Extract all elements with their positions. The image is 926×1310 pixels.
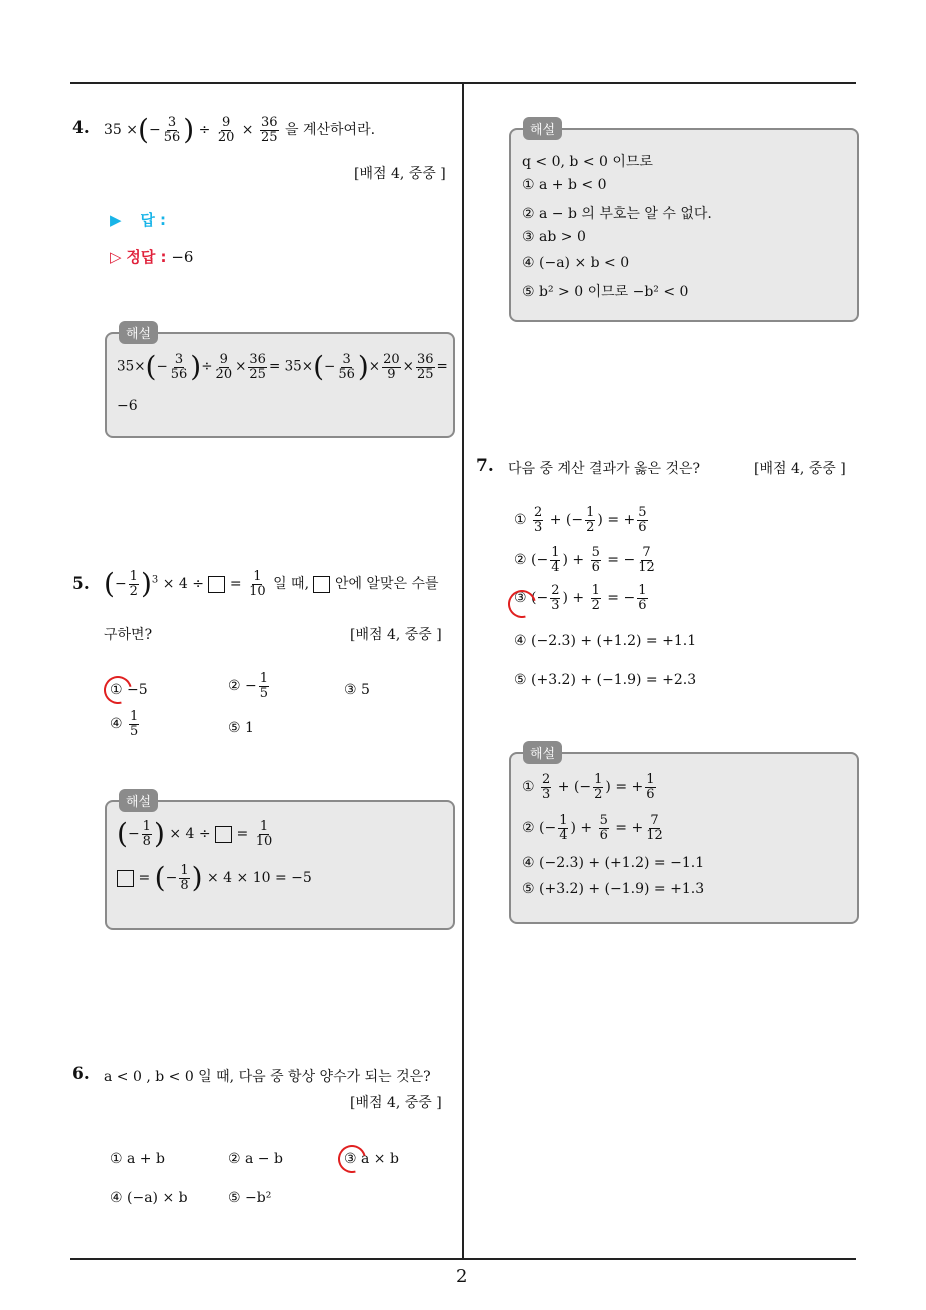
blank-box — [215, 826, 232, 843]
q6-text: a < 0 , b < 0 일 때, 다음 중 항상 양수가 되는 것은? — [104, 1069, 431, 1085]
q6-number: 6. — [72, 1064, 90, 1084]
q5-number: 5. — [72, 574, 90, 594]
bottom-rule — [70, 1258, 856, 1260]
q6-explanation-line: ④ (−a) × b < 0 — [522, 255, 630, 271]
q7-text: 다음 중 계산 결과가 옳은 것은? — [508, 461, 701, 477]
q6-option-2[interactable]: ② a − b — [228, 1151, 283, 1167]
outline-arrow-icon: ▷ — [110, 248, 122, 266]
q7-explanation-line4: ④ (−2.3) + (+1.2) = −1.1 — [522, 855, 705, 871]
q6-meta: [배점 4, 중중 ] — [350, 1095, 442, 1111]
q7-explanation-tag: 해설 — [523, 741, 562, 764]
play-arrow-icon: ▶ — [110, 211, 122, 229]
page-number: 2 — [456, 1266, 468, 1287]
q5-option-5[interactable]: ⑤ 1 — [228, 720, 254, 736]
q4-meta: [배점 4, 중중 ] — [354, 166, 446, 182]
q5-text: 일 때, — [273, 576, 310, 593]
q7-explanation-line2: ② (− $\frac{1}{4}$ ) + $\frac{5}{6}$ = + $\frac{7}{12}$ — [522, 813, 663, 843]
q7-meta: [배점 4, 중중 ] — [754, 461, 846, 477]
column-divider — [462, 82, 464, 1260]
q6-option-1[interactable]: ① a + b — [110, 1151, 165, 1167]
q5-option-3[interactable]: ③ 5 — [344, 682, 370, 698]
q7-explanation-line1: ① $\frac{2}{3}$ + (− $\frac{1}{2}$ ) = + $\frac{1}{6}$ — [522, 772, 655, 802]
q4-explanation-line1: 35×(− $\frac{3}{56}$ )÷ $\frac{9}{20}$ × $\frac{36}{25}$ = 35×(− $\frac{3}{56}$ )× $\frac{20}{9}$ × $\frac{36}{25}$ = — [117, 350, 448, 384]
q4-text: 을 계산하여라. — [285, 122, 376, 139]
q7-option-5[interactable]: ⑤ (+3.2) + (−1.9) = +2.3 — [514, 672, 697, 688]
q5-explanation-tag: 해설 — [119, 789, 158, 812]
q5-explanation-line1: (− $\frac{1}{8}$ ) × 4 ÷ = $\frac{1}{10}$ — [117, 817, 273, 851]
q4-explanation-box — [105, 332, 455, 438]
q5-explanation-line2: = (− $\frac{1}{8}$ ) × 4 × 10 = −5 — [117, 864, 312, 892]
q5-text3: 구하면? — [104, 627, 153, 643]
q6-option-5[interactable]: ⑤ −b² — [228, 1190, 272, 1206]
q5-expression: (− $\frac{1}{2}$ )$^3$ × 4 ÷ = $\frac{1}{10}$ 일 때, 안에 알맞은 수를 — [104, 567, 439, 601]
q7-explanation-line5: ⑤ (+3.2) + (−1.9) = +1.3 — [522, 881, 705, 897]
selected-circle-icon — [333, 1140, 371, 1178]
q6-option-4[interactable]: ④ (−a) × b — [110, 1190, 188, 1206]
q6-explanation-line: ③ ab > 0 — [522, 229, 586, 245]
q6-explanation-line: ⑤ b² > 0 이므로 −b² < 0 — [522, 284, 689, 300]
q7-option-3[interactable]: ③ (− $\frac{2}{3}$ ) + $\frac{1}{2}$ = − $\frac{1}{6}$ — [514, 583, 647, 613]
q4-correct-label: 정답 : — [126, 248, 167, 266]
q7-number: 7. — [476, 456, 494, 476]
q4-answer-row — [110, 209, 166, 230]
selected-circle-icon — [99, 671, 137, 709]
q6-explanation-line: ② a − b 의 부호는 알 수 없다. — [522, 206, 712, 222]
q7-option-2[interactable]: ② (− $\frac{1}{4}$ ) + $\frac{5}{6}$ = − $\frac{7}{12}$ — [514, 545, 655, 575]
q4-number: 4. — [72, 118, 90, 138]
q4-explanation-result: −6 — [117, 398, 138, 414]
blank-box — [208, 576, 225, 593]
q6-explanation-tag: 해설 — [523, 117, 562, 140]
blank-box — [117, 870, 134, 887]
q7-option-1[interactable]: ① $\frac{2}{3}$ + (− $\frac{1}{2}$ ) = + $\frac{5}{6}$ — [514, 505, 647, 535]
q4-correct-row — [110, 246, 193, 267]
q5-text2: 안에 알맞은 수를 — [334, 576, 439, 593]
q4-correct-value: −6 — [171, 248, 194, 266]
q5-meta: [배점 4, 중중 ] — [350, 627, 442, 643]
q5-option-2[interactable]: ② − $\frac{1}{5}$ — [228, 671, 269, 701]
q4-answer-label: 답 : — [140, 211, 167, 229]
q7-option-4[interactable]: ④ (−2.3) + (+1.2) = +1.1 — [514, 633, 697, 649]
q4-expression: 35 ×(− $\frac{3}{56}$ ) ÷ $\frac{9}{20}$ × $\frac{36}{25}$ 을 계산하여라. — [104, 113, 376, 147]
q6-option-3[interactable]: ③ a × b — [344, 1151, 399, 1167]
q5-option-4[interactable]: ④ $\frac{1}{5}$ — [110, 709, 139, 739]
q4-explanation-tag: 해설 — [119, 321, 158, 344]
q6-explanation-line: q < 0, b < 0 이므로 — [522, 154, 653, 170]
q6-explanation-line: ① a + b < 0 — [522, 177, 607, 193]
q5-option-1[interactable]: ① −5 — [110, 682, 148, 698]
blank-box — [313, 576, 330, 593]
